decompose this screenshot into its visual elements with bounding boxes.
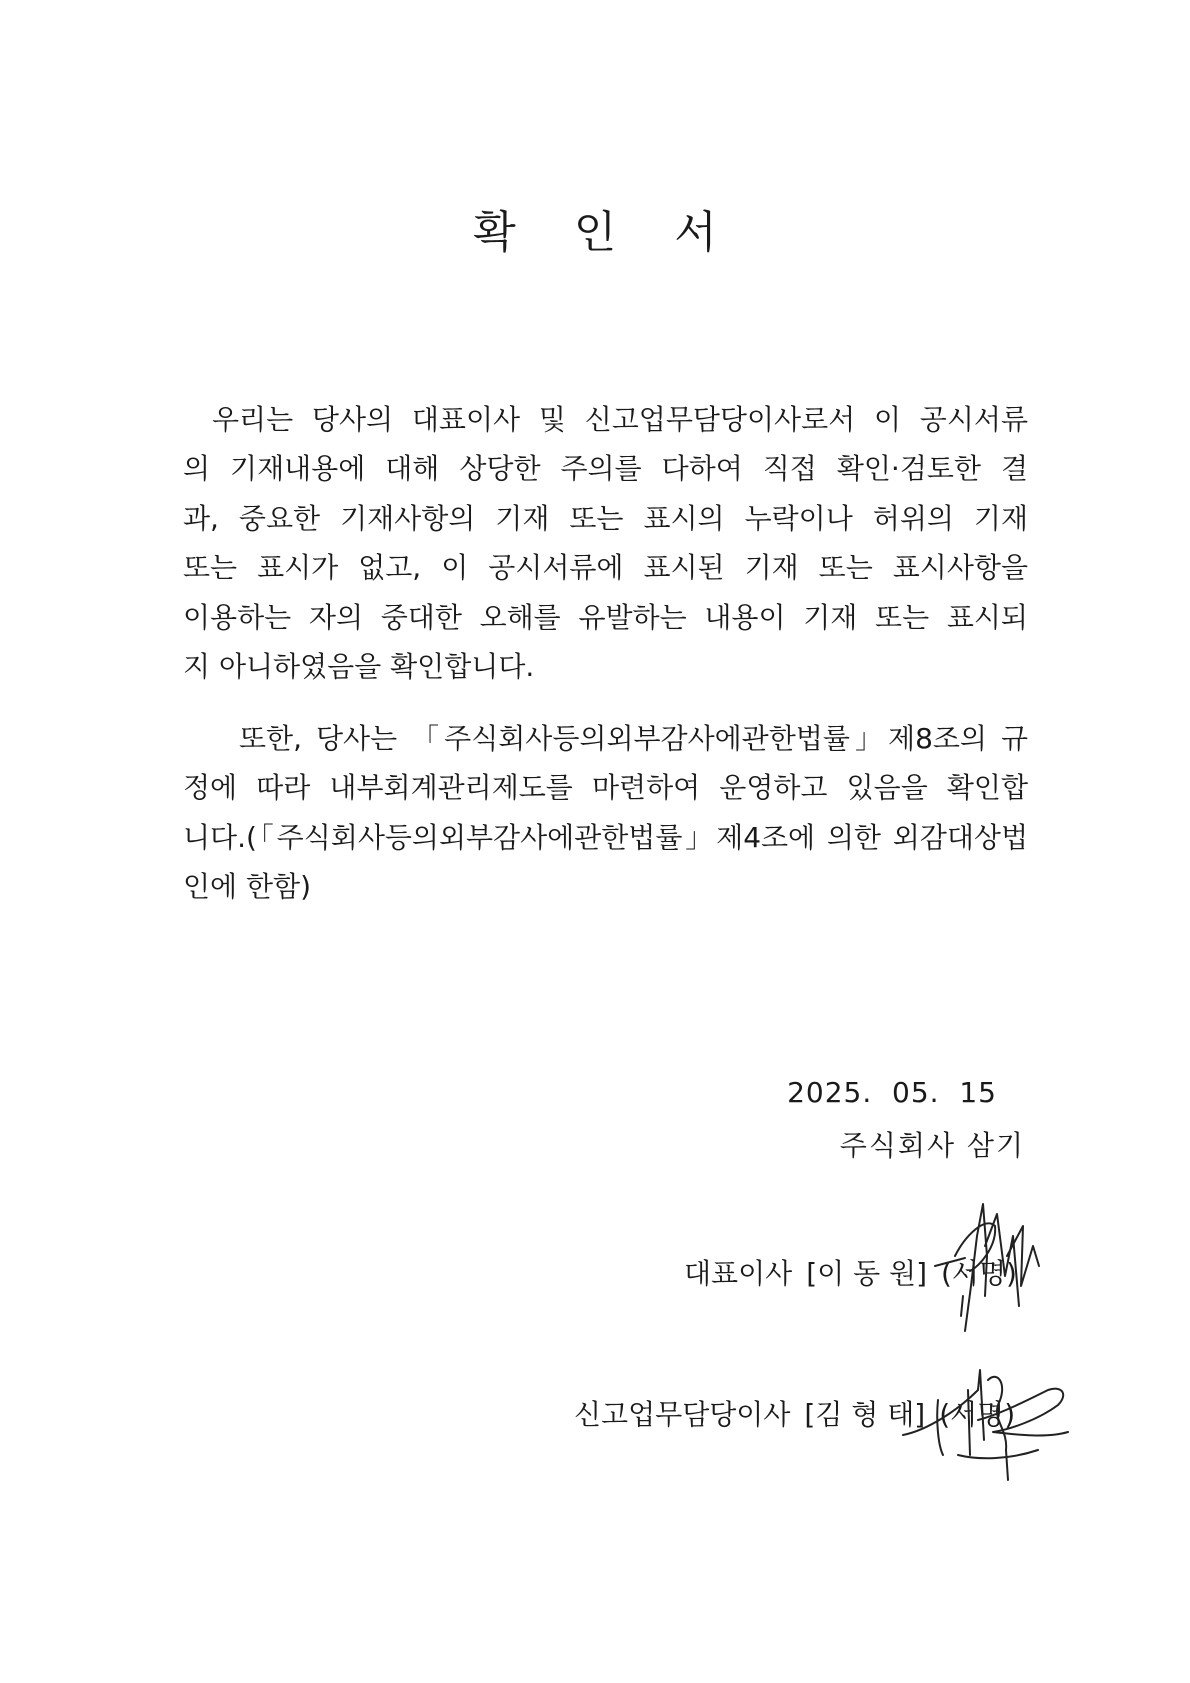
company-name: 주식회사 삼기 [839,1129,1025,1162]
paragraph-line: 과, 중요한 기재사항의 기재 또는 표시의 누락이나 허위의 기재 [183,501,1028,535]
disclosure-officer-signature-line [574,1393,1015,1433]
confirmation-paragraph [183,395,1028,691]
paragraph-line: 정에 따라 내부회계관리제도를 마련하여 운영하고 있음을 확인합 [183,771,1028,805]
paragraph-line: 지 아니하였음을 확인합니다. [183,650,535,684]
ceo-signature-line [684,1252,1017,1292]
paragraph-line: 또한, 당사는 「주식회사등의외부감사에관한법률」제8조의 규 [239,722,1028,755]
document-title: 확 인 서 [473,207,739,258]
signature-label: (서명) [941,1257,1017,1290]
signer-role: 대표이사 [684,1257,793,1290]
document-date: 2025. 05. 15 [787,1076,997,1109]
signer-role: 신고업무담당이사 [574,1398,791,1431]
signer-name: [이 동 원] [806,1257,927,1290]
paragraph-line: 우리는 당사의 대표이사 및 신고업무담당이사로서 이 공시서류 [212,403,1028,436]
internal-control-paragraph [183,714,1028,912]
paragraph-line: 니다.(「주식회사등의외부감사에관한법률」제4조에 의한 외감대상법 [183,820,1028,854]
signer-name: [김 형 태] [804,1398,926,1431]
paragraph-line: 이용하는 자의 중대한 오해를 유발하는 내용이 기재 또는 표시되 [183,600,1028,634]
paragraph-line: 인에 한함) [183,870,312,904]
paragraph-line: 의 기재내용에 대해 상당한 주의를 다하여 직접 확인·검토한 결 [183,452,1028,486]
signature-label: (서명) [939,1398,1016,1431]
paragraph-line: 또는 표시가 없고, 이 공시서류에 표시된 기재 또는 표시사항을 [183,551,1028,585]
